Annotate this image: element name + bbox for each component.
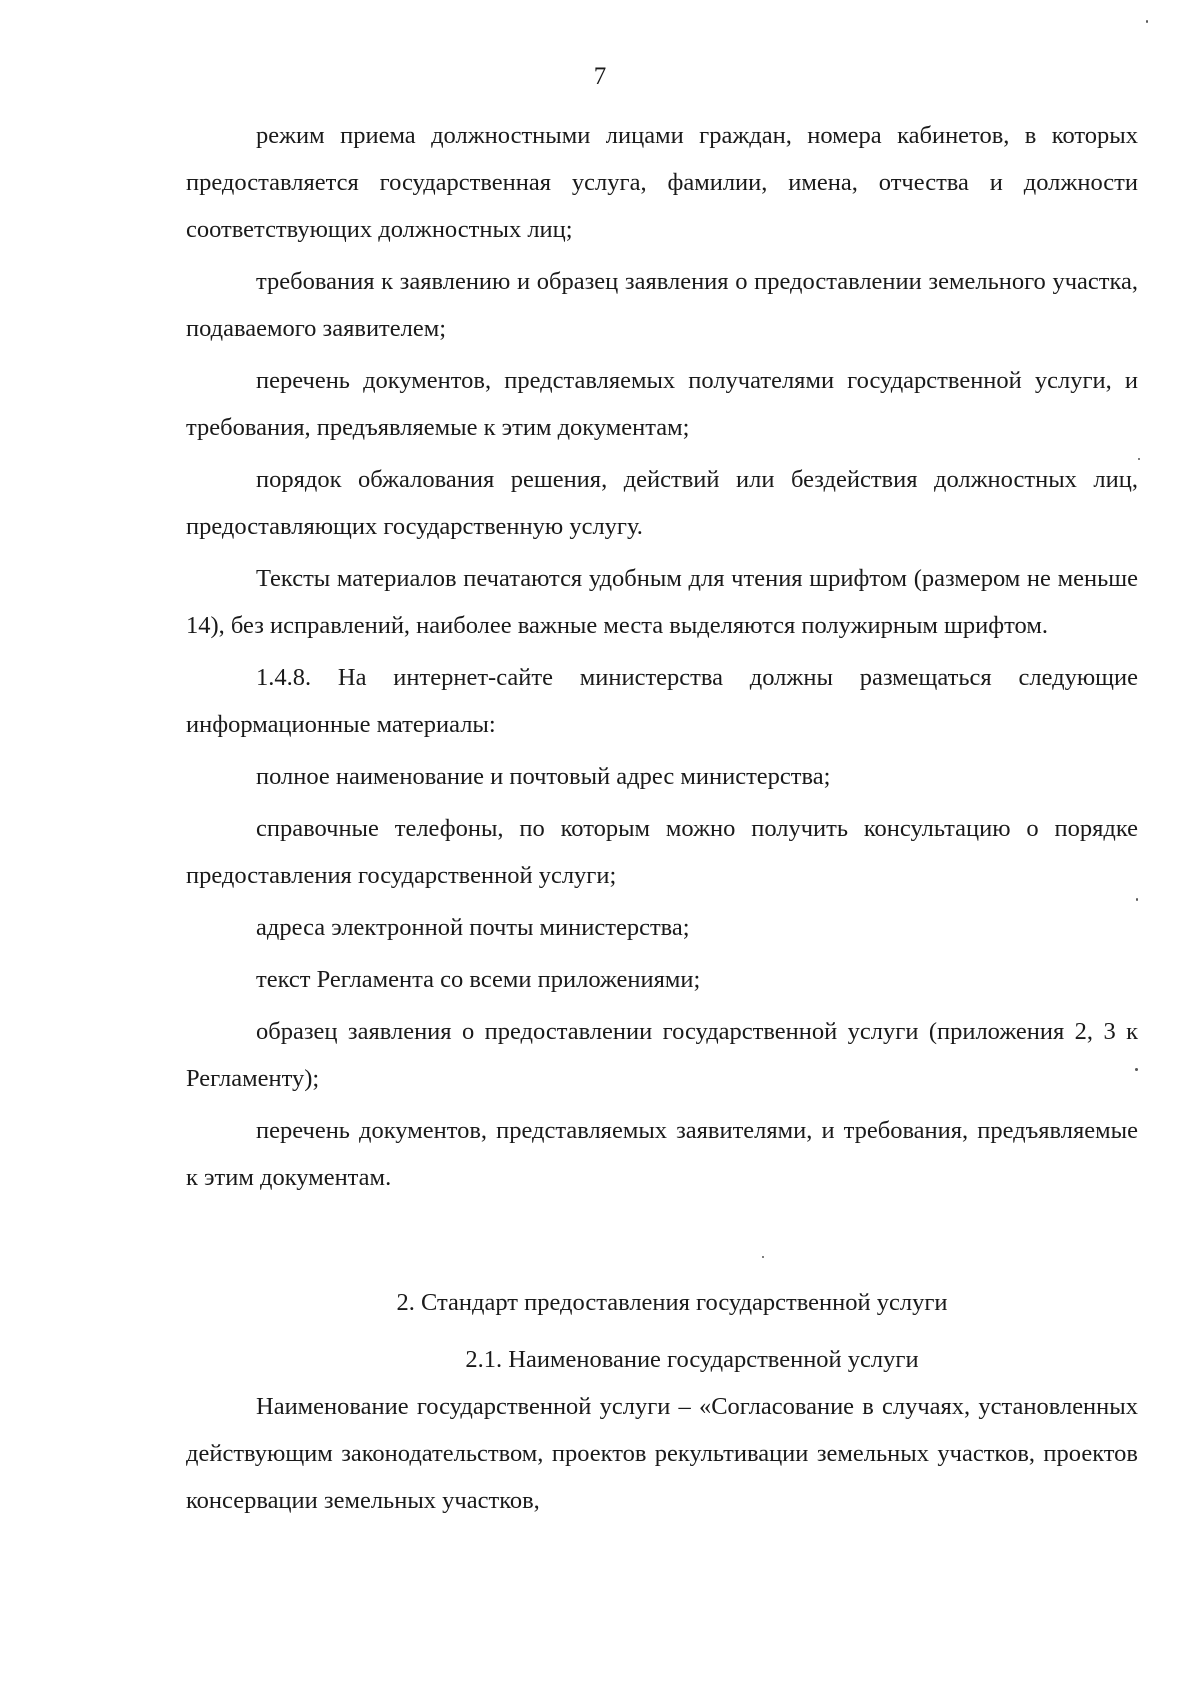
scan-speck [1136,898,1138,901]
paragraph-reference-phones: справочные телефоны, по которым можно получить консультацию о порядке предоставления государственной услуги; [186,815,1138,889]
paragraph-service-name: Наименование государственной услуги – «Согласование в случаях, установленных действующим законодательством, проектов рекультивации земельных участков, проектов консервации земельных участков, [186,1393,1138,1514]
subsection-heading: 2.1. Наименование государственной услуги [465,1346,919,1373]
paragraph-application-sample: образец заявления о предоставлении государственной услуги (приложения 2, 3 к Регламенту); [186,1018,1138,1092]
paragraph-ministry-address: полное наименование и почтовый адрес министерства; [256,763,831,790]
paragraph-email-addresses: адреса электронной почты министерства; [256,914,690,941]
scan-speck [762,1256,764,1258]
paragraph-application-requirements: требования к заявлению и образец заявления о предоставлении земельного участка, подаваемого заявителем; [186,268,1138,342]
scan-speck [1138,458,1140,460]
paragraph-applicant-documents: перечень документов, представляемых заявителями, и требования, предъявляемые к этим документам. [186,1117,1138,1191]
paragraph-appeal-procedure: порядок обжалования решения, действий или бездействия должностных лиц, предоставляющих государственную услугу. [186,466,1138,540]
scan-speck [1135,1068,1138,1071]
paragraph-documents-list: перечень документов, представляемых получателями государственной услуги, и требования, предъявляемые к этим документам; [186,367,1138,441]
paragraph-print-font: Тексты материалов печатаются удобным для чтения шрифтом (размером не меньше 14), без исправлений, наиболее важные места выделяются полужирным шрифтом. [186,565,1138,639]
paragraph-regulation-text: текст Регламента со всеми приложениями; [256,966,701,993]
document-body [186,112,1138,1529]
page-number: 7 [593,63,607,90]
scan-speck [1146,20,1148,23]
paragraph-reception-schedule: режим приема должностными лицами граждан, номера кабинетов, в которых предоставляется государственная услуга, фамилии, имена, отчества и должности соответствующих должностных лиц; [186,122,1138,243]
section-heading: 2. Стандарт предоставления государственной услуги [396,1289,948,1316]
paragraph-website-materials: 1.4.8. На интернет-сайте министерства должны размещаться следующие информационные материалы: [186,664,1138,738]
